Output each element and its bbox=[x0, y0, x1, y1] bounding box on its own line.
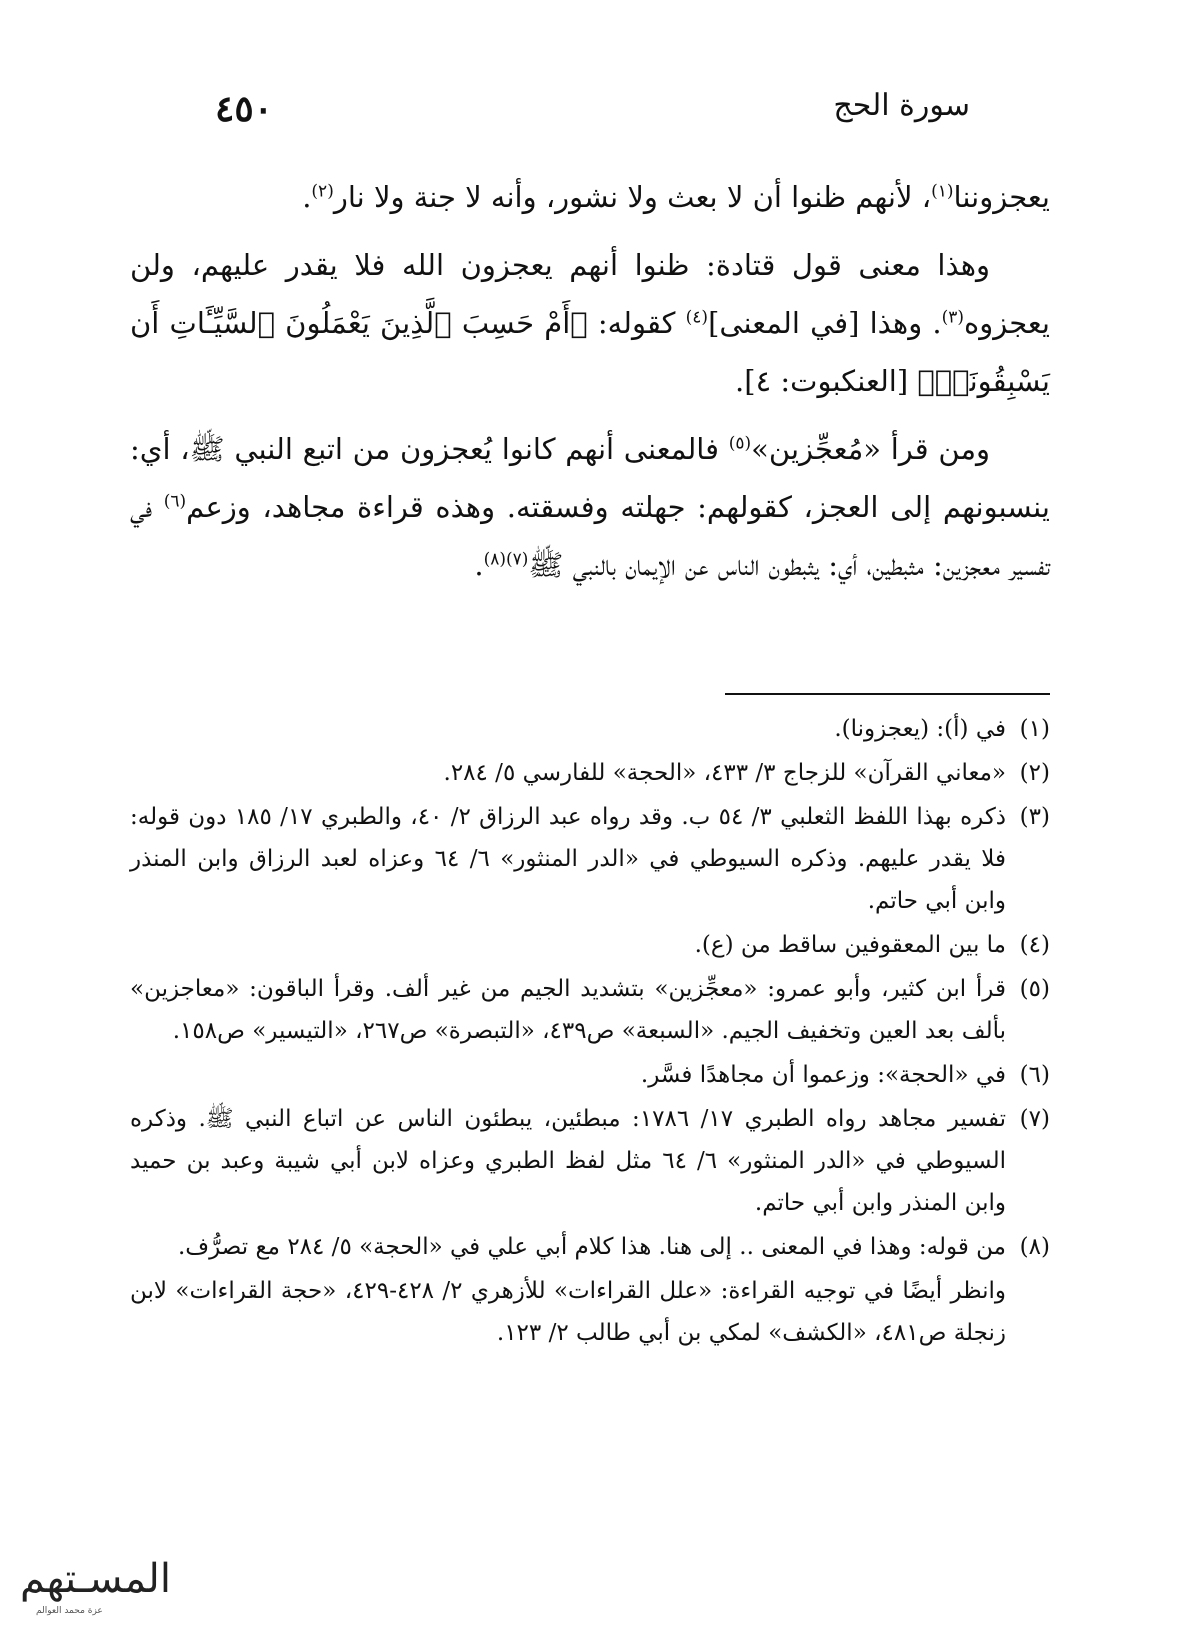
footnote-8-continuation: وانظر أيضًا في توجيه القراءة: «علل القراءات» للأزهري ٢/ ٤٢٨-٤٢٩، «حجة القراءات» لابن زنجلة ص٤٨١، «الكشف» لمكي بن أبي طالب ٢/ ١٢٣. bbox=[130, 1278, 1006, 1346]
text-run: كقوله: ﴿أَمْ حَسِبَ ٱلَّذِينَ يَعْمَلُونَ ٱلسَّيِّـَٔاتِ أَن يَسْبِقُونَاۚ﴾ [العنكبوت: ٤]. bbox=[130, 306, 1050, 398]
text-run: . bbox=[302, 180, 312, 214]
footnote-ref: (٦) bbox=[163, 491, 187, 512]
footnote-text: ذكره بهذا اللفظ الثعلبي ٣/ ٥٤ ب. وقد رواه عبد الرزاق ٢/ ٤٠، والطبري ١٧/ ١٨٥ دون قوله: فلا يقدر عليهم. وذكره السيوطي في «الدر المنثور» ٦/ ٦٤ وعزاه لعبد الرزاق وابن المنذر وابن أبي حاتم. bbox=[130, 804, 1007, 914]
footnotes bbox=[130, 708, 1050, 1354]
page-header bbox=[215, 88, 970, 138]
footnote-number: (١) bbox=[1019, 716, 1050, 742]
text-run: وهذا معنى قول قتادة: ظنوا أنهم يعجزون الله فلا يقدر عليهم، ولن يعجزوه bbox=[130, 248, 1050, 340]
text-run: . وهذا [في المعنى] bbox=[708, 306, 942, 340]
footnote-number: (٨) bbox=[1019, 1234, 1050, 1260]
text-run: . bbox=[474, 548, 484, 582]
footnote-ref: (٤) bbox=[685, 307, 709, 328]
text-run: ، لأنهم ظنوا أن لا بعث ولا نشور، وأنه لا جنة ولا نار bbox=[333, 180, 932, 214]
footnote-3 bbox=[130, 796, 1050, 922]
paragraph-2 bbox=[130, 236, 1050, 410]
footnote-ref: (٥) bbox=[728, 433, 752, 454]
footnote-text: من قوله: وهذا في المعنى .. إلى هنا. هذا كلام أبي علي في «الحجة» ٥/ ٢٨٤ مع تصرُّف. bbox=[177, 1234, 1006, 1260]
footnote-6 bbox=[130, 1054, 1050, 1096]
footnote-ref: (١) bbox=[931, 181, 954, 202]
paragraph-1 bbox=[130, 168, 1050, 226]
footnote-number: (٣) bbox=[1019, 804, 1050, 830]
watermark-main-text: المسـتهم bbox=[20, 1556, 171, 1602]
main-text bbox=[130, 168, 1050, 604]
footnote-number: (٤) bbox=[1019, 932, 1050, 958]
footnote-text: تفسير مجاهد رواه الطبري ١٧/ ١٧٨٦: مبطئين، يبطئون الناس عن اتباع النبي ﷺ. وذكره السيوطي في «الدر المنثور» ٦/ ٦٤ مثل لفظ الطبري وعزاه لابن أبي شيبة وعبد بن حميد وابن المنذر وابن أبي حاتم. bbox=[130, 1106, 1006, 1216]
footnote-4 bbox=[130, 924, 1050, 966]
footnote-5 bbox=[130, 968, 1050, 1052]
footnote-number: (٢) bbox=[1019, 760, 1050, 786]
surah-title: سورة الحج bbox=[833, 88, 970, 123]
text-run: فالمعنى أنهم كانوا يُعجزون من اتبع النبي ﷺ، أي: ينسبونهم إلى العجز، كقولهم: جهلته وفسقته. وهذه قراءة مجاهد، وزعم bbox=[130, 432, 1050, 524]
footnote-ref: (٢) bbox=[311, 181, 334, 202]
footnote-8 bbox=[130, 1226, 1050, 1268]
footnote-separator bbox=[725, 693, 1050, 695]
footnote-text: قرأ ابن كثير، وأبو عمرو: «معجِّزين» بتشديد الجيم من غير ألف. وقرأ الباقون: «معاجزين» بألف بعد العين وتخفيف الجيم. «السبعة» ص٤٣٩، «التبصرة» ص٢٦٧، «التيسير» ص١٥٨. bbox=[130, 976, 1006, 1044]
footnote-number: (٧) bbox=[1019, 1106, 1050, 1132]
watermark-sub-text: عزة محمد العوالم bbox=[36, 1606, 103, 1616]
footnote-1 bbox=[130, 708, 1050, 750]
paragraph-3 bbox=[130, 420, 1050, 594]
text-run: في تفسير معجزين: مثبطين، أي: يثبطون الناس عن الإيمان بالنبي ﷺ bbox=[130, 490, 1050, 582]
footnote-ref: (٧)(٨) bbox=[483, 549, 529, 570]
text-run: ومن قرأ «مُعجِّزين» bbox=[751, 432, 990, 466]
footnote-7 bbox=[130, 1098, 1050, 1224]
footnote-ref: (٣) bbox=[941, 307, 965, 328]
footnote-text: «معاني القرآن» للزجاج ٣/ ٤٣٣، «الحجة» للفارسي ٥/ ٢٨٤. bbox=[443, 760, 1006, 786]
footnote-text: في «الحجة»: وزعموا أن مجاهدًا فسَّر. bbox=[640, 1062, 1006, 1088]
footnote-2 bbox=[130, 752, 1050, 794]
watermark-logo bbox=[8, 1556, 171, 1626]
page-number: ٤٥٠ bbox=[215, 88, 274, 130]
footnote-text: ما بين المعقوفين ساقط من (ع). bbox=[694, 932, 1006, 958]
footnote-number: (٥) bbox=[1019, 976, 1050, 1002]
text-run: يعجزوننا bbox=[953, 180, 1050, 214]
footnote-number: (٦) bbox=[1019, 1062, 1050, 1088]
footnote-text: في (أ): (يعجزونا). bbox=[834, 716, 1006, 742]
